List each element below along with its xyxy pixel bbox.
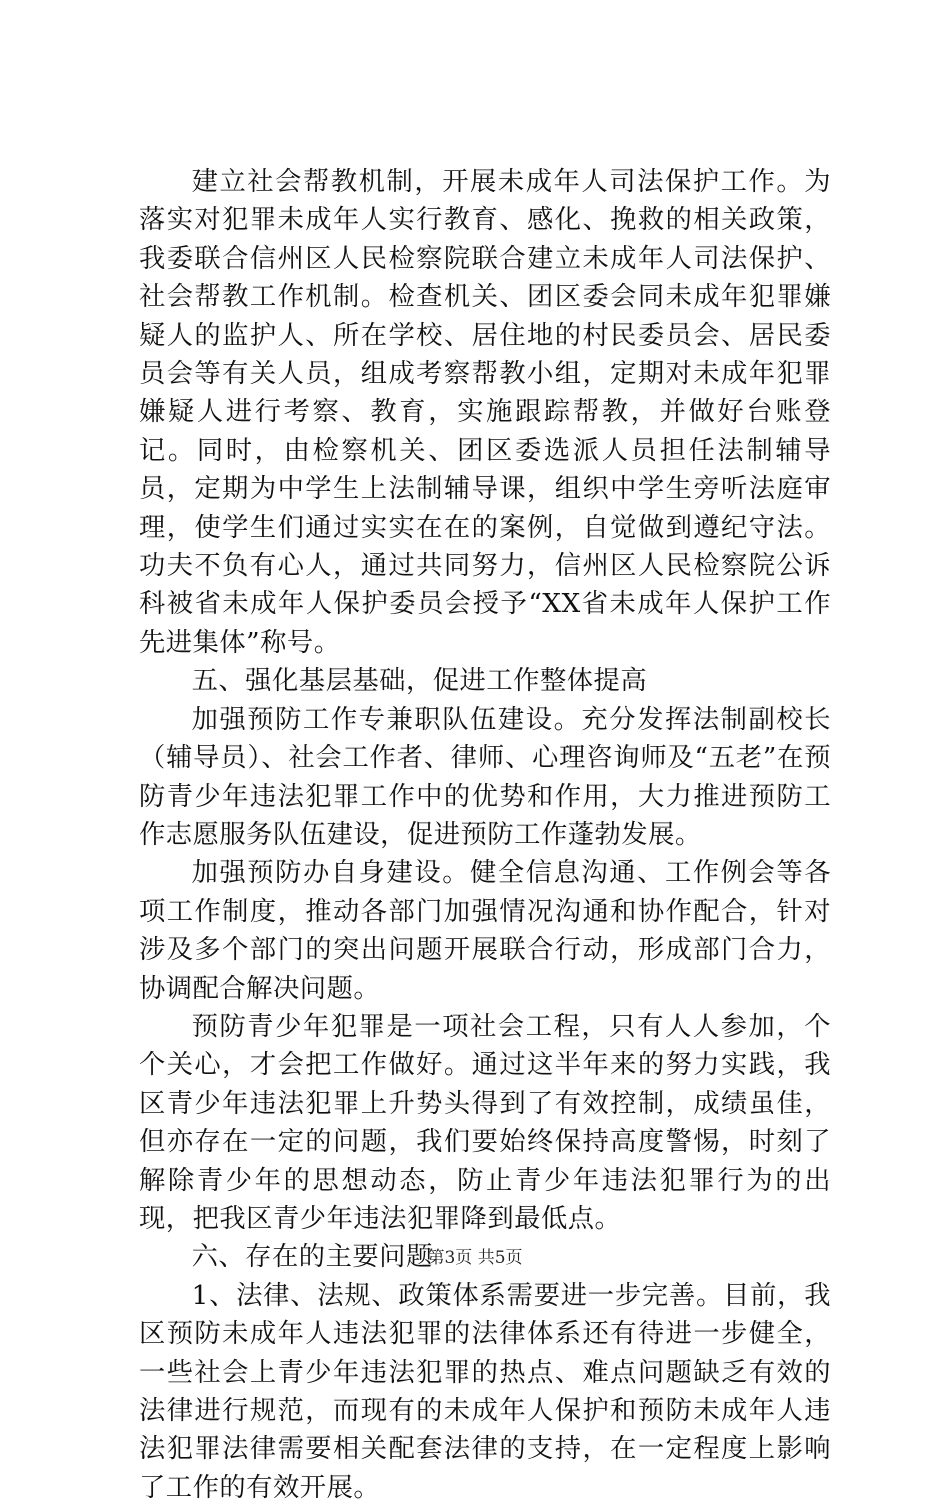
page-number-footer: 第3页 共5页 <box>427 1248 523 1268</box>
paragraph-legal-problems: 1、法律、法规、政策体系需要进一步完善。目前，我区预防未成年人违法犯罪的法律体系还有待进一步健全，一些社会上青少年违法犯罪的热点、难点问题缺乏有效的法律进行规范，而现有的未成年人保护和预防未成年人违法犯罪法律需要相关配套法律的支持，在一定程度上影响了工作的有效开展。 <box>139 1280 831 1503</box>
paragraph-social-assistance: 建立社会帮教机制，开展未成年人司法保护工作。为落实对犯罪未成年人实行教育、感化、挽救的相关政策，我委联合信州区人民检察院联合建立未成年人司法保护、社会帮教工作机制。检查机关、团区委会同未成年犯罪嫌疑人的监护人、所在学校、居住地的村民委员会、居民委员会等有关人员，组成考察帮教小组，定期对未成年犯罪嫌疑人进行考察、教育，实施跟踪帮教，并做好台账登记。同时，由检察机关、团区委选派人员担任法制辅导员，定期为中学生上法制辅导课，组织中学生旁听法庭审理，使学生们通过实实在在的案例，自觉做到遵纪守法。功夫不负有心人，通过共同努力，信州区人民检察院公诉科被省未成年人保护委员会授予“XX省未成年人保护工作先进集体”称号。 <box>139 167 831 658</box>
section-heading-six: 六、存在的主要问题 <box>191 1242 433 1273</box>
paragraph-office-building: 加强预防办自身建设。健全信息沟通、工作例会等各项工作制度，推动各部门加强情况沟通和协作配合，针对涉及多个部门的突出问题开展联合行动，形成部门合力，协调配合解决问题。 <box>139 858 831 1004</box>
paragraph-summary: 预防青少年犯罪是一项社会工程，只有人人参加，个个关心，才会把工作做好。通过这半年来的努力实践，我区青少年违法犯罪上升势头得到了有效控制，成绩虽佳，但亦存在一定的问题，我们要始终保持高度警惕，时刻了解除青少年的思想动态，防止青少年违法犯罪行为的出现，把我区青少年违法犯罪降到最低点。 <box>139 1011 831 1234</box>
document-body <box>139 163 831 1507</box>
paragraph-team-building: 加强预防工作专兼职队伍建设。充分发挥法制副校长（辅导员）、社会工作者、律师、心理咨询师及“五老”在预防青少年违法犯罪工作中的优势和作用，大力推进预防工作志愿服务队伍建设，促进预防工作蓬勃发展。 <box>139 704 831 850</box>
section-heading-five: 五、强化基层基础，促进工作整体提高 <box>191 666 648 697</box>
